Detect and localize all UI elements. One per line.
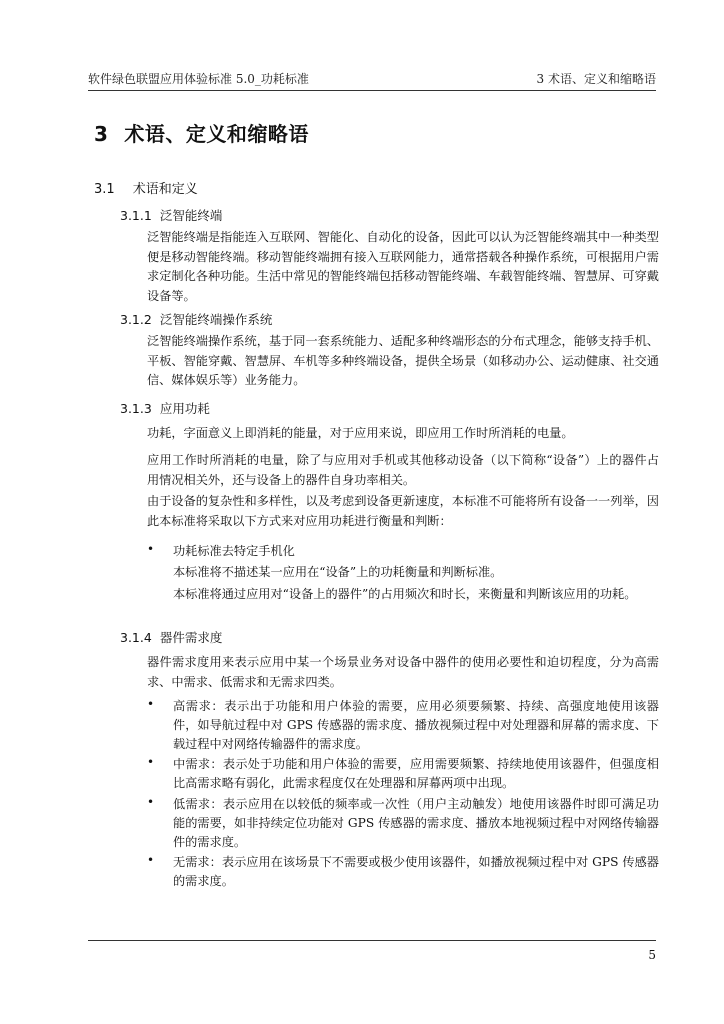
subsection-heading-3-1-3 <box>120 399 210 417</box>
list-item-no-demand: 无需求：表示应用在该场景下不需要或极少使用该器件，如播放视频过程中对 GPS 传感器的需求度。 <box>173 855 659 888</box>
subsection-number: 3.1.4 <box>120 630 152 645</box>
section-heading <box>94 178 198 197</box>
header-chapter-title: 3 术语、定义和缩略语 <box>536 72 656 86</box>
paragraph-3-1-3-device: 应用工作时所消耗的电量，除了与应用对手机或其他移动设备（以下简称“设备”）上的器件占用情况相关外，还与设备上的器件自身功率相关。 <box>147 453 659 487</box>
section-title: 术语和定义 <box>132 182 198 197</box>
subsection-title: 泛智能终端 <box>159 208 223 223</box>
page-header <box>88 66 656 91</box>
paragraph-3-1-1: 泛智能终端是指能连入互联网、智能化、自动化的设备，因此可以认为泛智能终端其中一种类型便是移动智能终端。移动智能终端拥有接入互联网能力，通常搭载各种操作系统，可根据用户需求定制化各种功能。生活中常见的智能终端包括移动智能终端、车载智能终端、智慧屏、可穿戴设备等。 <box>147 230 659 303</box>
subsection-number: 3.1.2 <box>120 312 152 327</box>
bullet-marker: • <box>147 755 155 769</box>
bullet-marker: • <box>147 795 155 809</box>
page-number: 5 <box>648 948 656 962</box>
subsection-heading-3-1-4 <box>120 628 222 646</box>
bullet-marker: • <box>147 853 155 867</box>
paragraph-3-1-3-power: 功耗，字面意义上即消耗的能量，对于应用来说，即应用工作时所消耗的电量。 <box>147 426 574 440</box>
list-item-high-demand: 高需求：表示出于功能和用户体验的需要，应用必须要频繁、持续、高强度地使用该器件，如导航过程中对 GPS 传感器的需求度、播放视频过程中对处理器和屏幕的需求度、下载过程中对网络传输器件的需求度。 <box>173 699 659 751</box>
chapter-heading <box>94 118 309 147</box>
bullet-marker: • <box>147 542 155 556</box>
bullet-paragraph: 本标准将通过应用对“设备上的器件”的占用频次和时长，来衡量和判断该应用的功耗。 <box>173 587 637 601</box>
subsection-title: 应用功耗 <box>159 401 210 416</box>
chapter-title: 术语、定义和缩略语 <box>124 122 309 146</box>
bullet-paragraph: 本标准将不描述某一应用在“设备”上的功耗衡量和判断标准。 <box>173 565 503 579</box>
bullet-title: 功耗标准去特定手机化 <box>173 544 295 558</box>
paragraph-3-1-3-method: 由于设备的复杂性和多样性，以及考虑到设备更新速度，本标准不可能将所有设备一一列举，因此本标准将采取以下方式来对应用功耗进行衡量和判断： <box>147 494 659 528</box>
paragraph-3-1-4: 器件需求度用来表示应用中某一个场景业务对设备中器件的使用必要性和迫切程度，分为高需求、中需求、低需求和无需求四类。 <box>147 655 659 689</box>
subsection-title: 器件需求度 <box>159 630 223 645</box>
list-item-medium-demand: 中需求：表示处于功能和用户体验的需要，应用需要频繁、持续地使用该器件，但强度相比高需求略有弱化，此需求程度仅在处理器和屏幕两项中出现。 <box>173 757 659 790</box>
subsection-number: 3.1.1 <box>120 208 152 223</box>
section-number: 3.1 <box>94 182 115 197</box>
chapter-number: 3 <box>94 122 109 146</box>
footer-divider <box>88 940 656 941</box>
subsection-title: 泛智能终端操作系统 <box>159 312 273 327</box>
subsection-heading-3-1-2 <box>120 310 272 328</box>
subsection-number: 3.1.3 <box>120 401 152 416</box>
paragraph-3-1-2: 泛智能终端操作系统，基于同一套系统能力、适配多种终端形态的分布式理念，能够支持手机、平板、智能穿戴、智慧屏、车机等多种终端设备，提供全场景（如移动办公、运动健康、社交通信、媒体娱乐等）业务能力。 <box>147 334 659 387</box>
bullet-marker: • <box>147 697 155 711</box>
subsection-heading-3-1-1 <box>120 206 222 224</box>
header-document-title: 软件绿色联盟应用体验标准 5.0_功耗标准 <box>88 72 309 86</box>
list-item-low-demand: 低需求：表示应用在以较低的频率或一次性（用户主动触发）地使用该器件时即可满足功能的需要，如非持续定位功能对 GPS 传感器的需求度、播放本地视频过程中对网络传输器件的需求度。 <box>173 797 659 849</box>
